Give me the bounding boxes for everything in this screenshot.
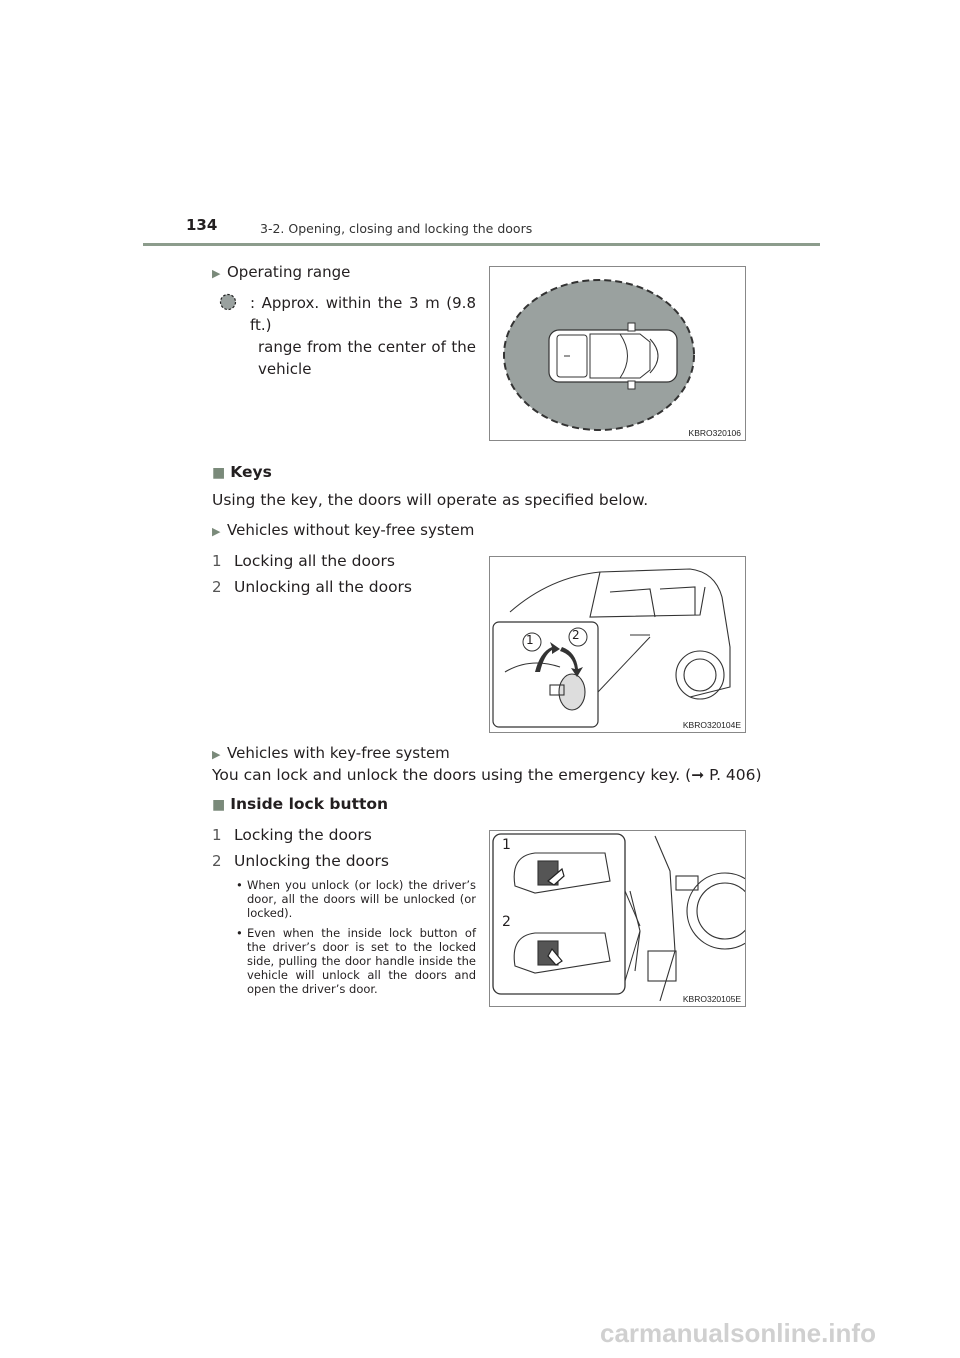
operating-range-figure [489,266,746,441]
list-item: 1 Locking the doors [212,826,372,844]
keyfree-subheading: ▶ Vehicles with key-free system [212,744,450,762]
figure-code: KBRO320105E [682,994,741,1004]
watermark: carmanualsonline.info [600,1318,876,1348]
note-item: • When you unlock (or lock) the driver’s door, all the doors will be unlocked (or locked). [236,878,476,920]
square-bullet-icon: ■ [212,797,226,813]
list-item: 2 Unlocking all the doors [212,578,413,596]
triangle-bullet-icon: ▶ [212,748,221,761]
bullet-dot-icon: • [236,926,243,940]
step-number: 2 [212,578,222,596]
keys-subheading: ▶ Vehicles without key-free system [212,521,475,539]
keys-heading: ■ Keys [212,463,272,481]
car-top-view-icon [549,323,677,389]
step-number: 1 [212,826,222,844]
range-legend-icon [219,293,237,315]
figure-code: KBRO320106 [688,428,741,438]
page-number: 134 [186,216,218,234]
notes-list [234,878,476,1002]
arrow-right-icon: ➞ [691,766,705,784]
callout-2: 2 [502,914,511,930]
triangle-bullet-icon: ▶ [212,525,221,538]
step-number: 1 [212,552,222,570]
callout-1: 1 [526,633,534,647]
keyfree-text: You can lock and unlock the doors using the emergency key. (➞ P. 406) [212,766,762,784]
triangle-bullet-icon: ▶ [212,267,221,280]
dashboard-view-icon [630,836,745,1001]
keys-intro: Using the key, the doors will operate as specified below. [212,491,649,509]
range-legend-text: : Approx. within the 3 m (9.8 ft.) range from the center of the vehicle [250,294,476,378]
inside-lock-figure [489,830,746,1007]
note-item: • Even when the inside lock button of the driver’s door is set to the locked side, pulling the door handle inside the vehicle will unlock all the doors and open the driver’s door. [236,926,476,996]
inside-lock-heading: ■ Inside lock button [212,795,389,813]
callout-1: 1 [502,837,511,853]
list-item: 2 Unlocking the doors [212,852,389,870]
step-number: 2 [212,852,222,870]
key-operation-figure [489,556,746,733]
callout-2: 2 [572,628,580,642]
operating-range-heading: ▶ Operating range [212,263,351,281]
bullet-dot-icon: • [236,878,243,892]
page-reference-link[interactable]: P. 406) [709,766,762,784]
header-divider [143,243,820,246]
square-bullet-icon: ■ [212,465,226,481]
section-title: 3-2. Opening, closing and locking the doors [260,221,533,236]
figure-code: KBRO320104E [682,720,741,730]
list-item: 1 Locking all the doors [212,552,395,570]
